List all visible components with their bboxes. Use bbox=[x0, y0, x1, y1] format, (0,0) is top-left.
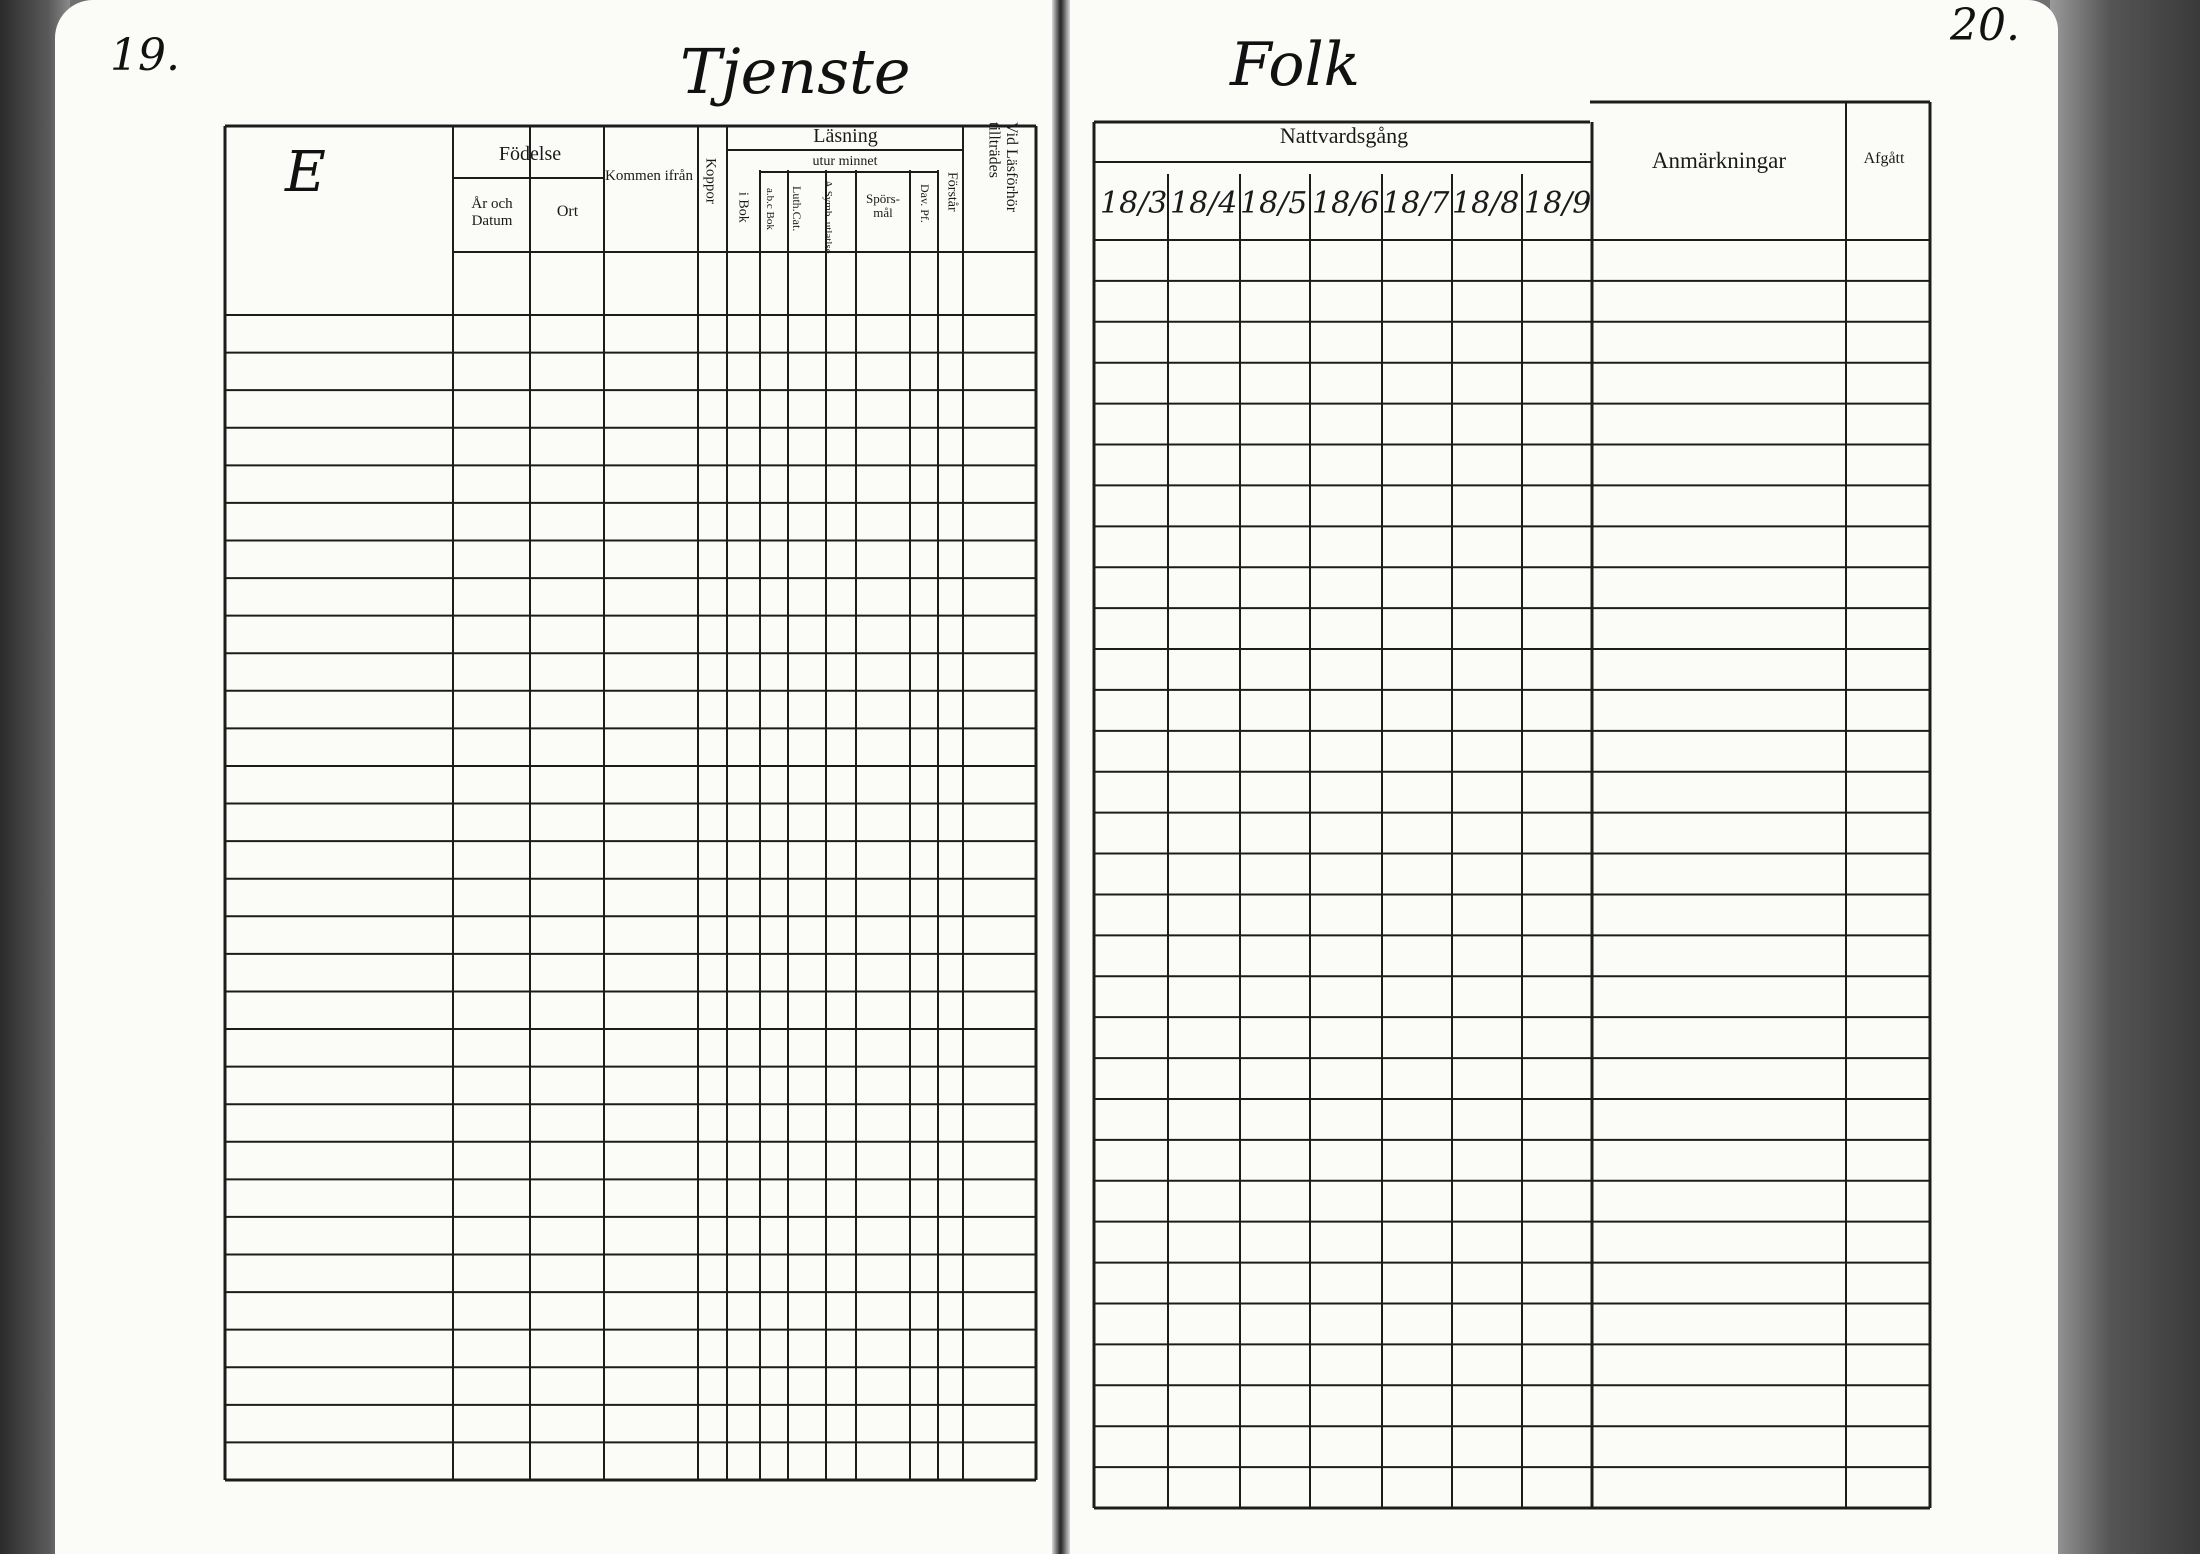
header-afgatt: Afgått bbox=[1863, 150, 1905, 167]
header-i-bok: i Bok bbox=[735, 192, 751, 223]
page-number-right: 20. bbox=[1950, 0, 2020, 51]
year-label-1816: 18/6 bbox=[1312, 186, 1380, 221]
year-label-1815: 18/5 bbox=[1240, 186, 1308, 221]
page-number-left: 19. bbox=[110, 30, 180, 81]
header-luth-cat: Luth.Cat. bbox=[790, 186, 805, 232]
year-label-1819: 18/9 bbox=[1524, 186, 1592, 221]
header-abc-bok: a.b.c Bok bbox=[764, 188, 777, 230]
header-anmarkningar: Anmärkningar bbox=[1651, 148, 1787, 173]
header-utur-minnet: utur minnet bbox=[812, 154, 878, 169]
year-label-1814: 18/4 bbox=[1170, 186, 1238, 221]
surname-initial: E bbox=[285, 140, 326, 205]
header-ar-och-datum: År och Datum bbox=[471, 196, 513, 229]
header-sporsmal: Spörs-mål bbox=[866, 191, 900, 221]
header-a-symb: A.Symb. utlatlse bbox=[822, 180, 835, 254]
header-forstar: Förstår bbox=[944, 172, 960, 212]
header-vid-lasforhor: Vid Läsförhör tillträdes bbox=[985, 122, 1020, 213]
header-nattvardsgang: Nattvardsgång bbox=[1279, 123, 1409, 148]
header-koppor: Koppor bbox=[702, 158, 719, 204]
year-label-1818: 18/8 bbox=[1452, 186, 1520, 221]
header-kommen-ifran: Kommen ifrån bbox=[605, 168, 693, 184]
header-ort: Ort bbox=[556, 203, 579, 220]
header-lasning: Läsning bbox=[813, 125, 878, 147]
year-label-1813: 18/3 bbox=[1100, 186, 1168, 221]
year-label-1817: 18/7 bbox=[1382, 186, 1450, 221]
page-heading-left: Tjenste bbox=[680, 35, 911, 108]
header-fodelse: Födelse bbox=[498, 143, 562, 165]
page-heading-right: Folk bbox=[1230, 30, 1361, 100]
header-dav-pf: Dav. Pf. bbox=[918, 184, 933, 223]
